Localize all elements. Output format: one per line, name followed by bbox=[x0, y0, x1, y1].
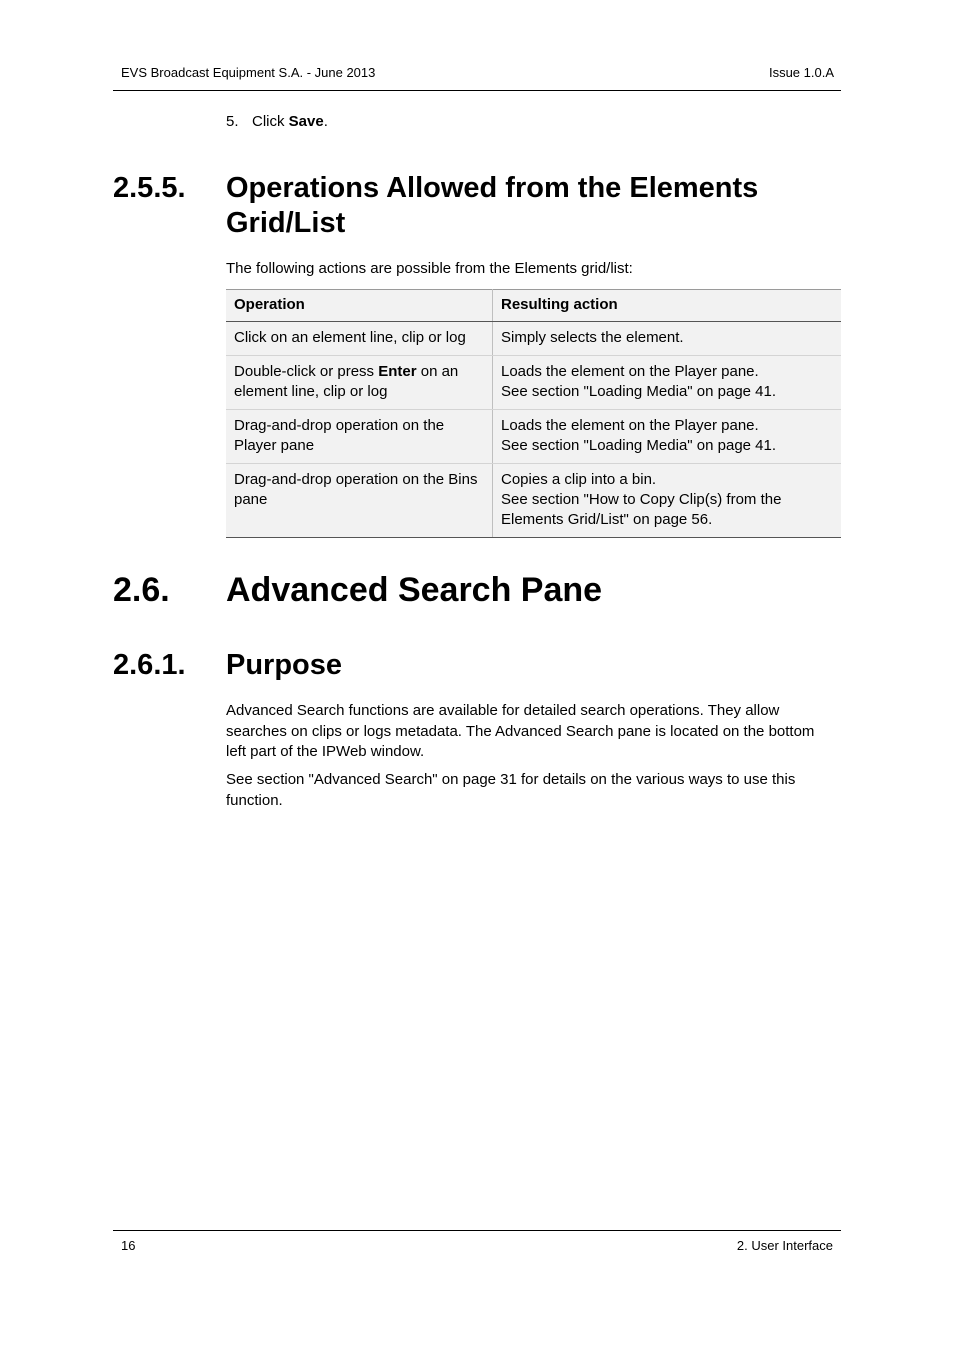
page-header bbox=[113, 65, 841, 91]
section-261-number: 2.6.1. bbox=[113, 649, 186, 681]
section-261-title: Purpose bbox=[226, 649, 343, 681]
operation-cell: Drag-and-drop operation on the Bins pane bbox=[226, 464, 493, 538]
page-number: 16 bbox=[121, 1238, 136, 1253]
result-line: Loads the element on the Player pane. bbox=[501, 417, 759, 434]
section-26-number: 2.6. bbox=[113, 571, 170, 609]
operation-text: on an element line, clip or log bbox=[234, 363, 459, 400]
operation-cell bbox=[226, 356, 493, 410]
operations-table bbox=[226, 289, 841, 538]
step-5 bbox=[226, 113, 328, 130]
page-footer bbox=[113, 1230, 841, 1253]
step-prefix: Click bbox=[252, 113, 289, 130]
result-cell bbox=[493, 322, 842, 356]
table-row bbox=[226, 464, 841, 538]
table-row bbox=[226, 356, 841, 410]
table-row bbox=[226, 322, 841, 356]
step-suffix: . bbox=[323, 113, 328, 130]
operation-cell: Drag-and-drop operation on the Player pane bbox=[226, 410, 493, 464]
section-255-title bbox=[226, 171, 758, 241]
operation-text: Double-click or press bbox=[234, 363, 379, 380]
header-publisher: EVS Broadcast Equipment S.A. - June 2013 bbox=[121, 65, 376, 80]
result-line: Copies a clip into a bin. bbox=[501, 471, 657, 488]
result-line: See section "Loading Media" on page 41. bbox=[501, 437, 777, 454]
result-cell bbox=[493, 356, 842, 410]
step-number: 5. bbox=[226, 113, 239, 130]
section-255-title-line1: Operations Allowed from the Elements bbox=[226, 172, 759, 204]
result-cell bbox=[493, 464, 842, 538]
result-line: See section "Loading Media" on page 41. bbox=[501, 383, 777, 400]
table-header-operation: Operation bbox=[226, 290, 493, 322]
footer-chapter: 2. User Interface bbox=[736, 1238, 833, 1253]
operation-cell: Click on an element line, clip or log bbox=[226, 322, 493, 356]
section-255-number: 2.5.5. bbox=[113, 172, 186, 204]
step-save-keyword: Save bbox=[288, 113, 324, 130]
operation-key-enter: Enter bbox=[378, 363, 417, 380]
purpose-paragraph-1: Advanced Search functions are available for detailed search operations. They allow searches on clips or logs metadata. The Advanced Search pane is located on the bottom left part of the IPWeb window. bbox=[226, 702, 815, 760]
table-header-row bbox=[226, 290, 841, 322]
result-line: Loads the element on the Player pane. bbox=[501, 363, 759, 380]
result-line: Simply selects the element. bbox=[501, 329, 684, 346]
section-255-intro: The following actions are possible from the Elements grid/list: bbox=[226, 260, 633, 277]
result-line: See section "How to Copy Clip(s) from the Elements Grid/List" on page 56. bbox=[501, 491, 782, 528]
table-header-result: Resulting action bbox=[493, 290, 842, 322]
purpose-paragraph-2: See section "Advanced Search" on page 31 for details on the various ways to use this function. bbox=[226, 771, 796, 809]
table-row bbox=[226, 410, 841, 464]
section-255-title-line2: Grid/List bbox=[226, 207, 346, 239]
section-26-title: Advanced Search Pane bbox=[226, 571, 603, 609]
header-issue: Issue 1.0.A bbox=[768, 65, 834, 80]
result-cell bbox=[493, 410, 842, 464]
